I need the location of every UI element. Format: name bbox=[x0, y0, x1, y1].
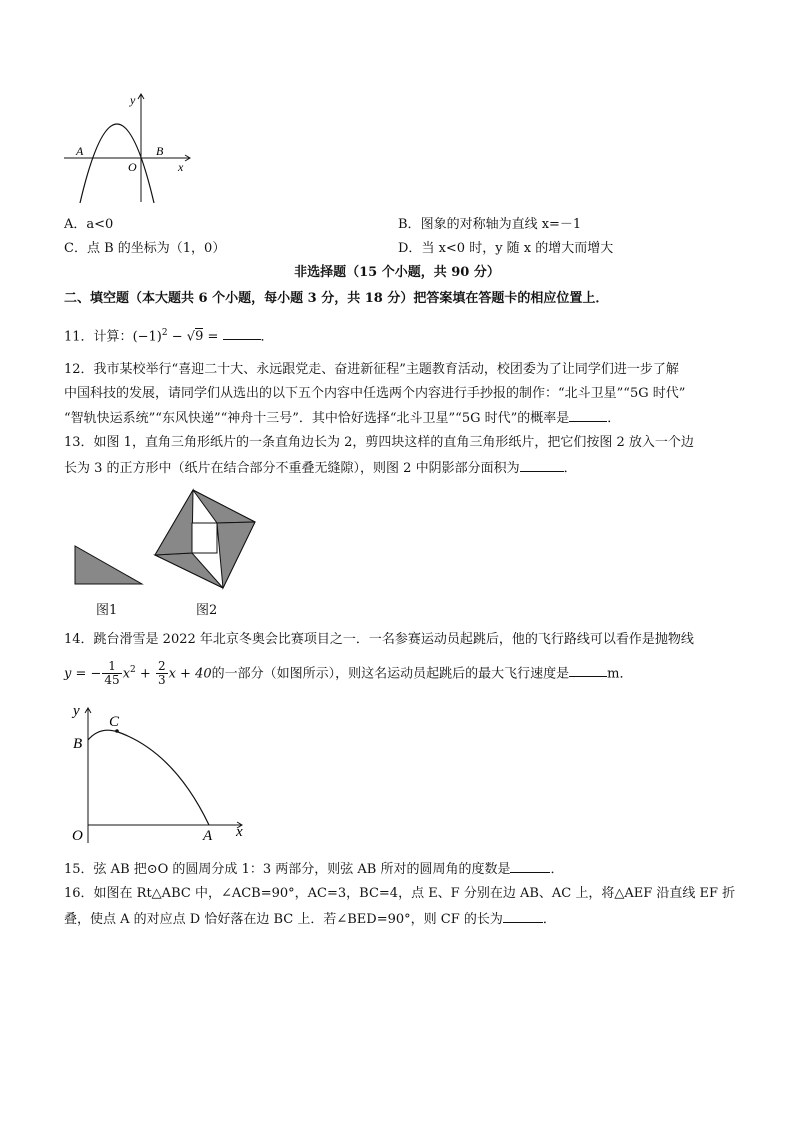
section-header: 非选择题（15 个小题，共 90 分） bbox=[294, 265, 500, 280]
part2-title: 二、填空题（本大题共 6 个小题，每小题 3 分，共 18 分）把答案填在答题卡的相应位置上． bbox=[64, 291, 609, 306]
question-16-line2: 叠，使点 A 的对应点 D 恰好落在边 BC 上．若∠BED=90°，则 CF 的长为 ． bbox=[64, 912, 556, 927]
answer-blank-16[interactable] bbox=[503, 910, 543, 923]
question-12-line2: 中国科技的发展，请同学们从选出的以下五个内容中任选两个内容进行手抄报的制作：“北斗卫星”“5G 时代” bbox=[64, 386, 686, 401]
answer-blank-11[interactable] bbox=[223, 327, 261, 340]
question-16-line1: 16．如图在 Rt△ABC 中，∠ACB=90°，AC=3，BC=4，点 E、F 分别在边 AB、AC 上，将△AEF 沿直线 EF 折 bbox=[64, 886, 736, 901]
answer-blank-14[interactable] bbox=[569, 664, 607, 677]
figure-1-caption: 图1 bbox=[96, 603, 118, 618]
label-C: C bbox=[109, 714, 120, 730]
parabola-curve bbox=[80, 124, 154, 203]
option-d: D．当 x<0 时，y 随 x 的增大而增大 bbox=[398, 241, 614, 256]
answer-blank-15[interactable] bbox=[510, 860, 550, 873]
label-x: x bbox=[236, 824, 243, 840]
question-11: 11．计算：$(-1)^2 - √9$ = ． bbox=[64, 328, 274, 345]
question-12-line1: 12．我市某校举行“喜迎二十大、永远跟党走、奋进新征程”主题教育活动，校团委为了让同学们进一步了解 bbox=[64, 362, 679, 377]
figure-2-caption: 图2 bbox=[196, 603, 218, 618]
figure-2-square bbox=[150, 485, 260, 595]
ski-jump-graph bbox=[66, 700, 250, 846]
label-B: B bbox=[73, 736, 83, 752]
label-O: O bbox=[72, 828, 83, 844]
option-a: A．a<0 bbox=[64, 217, 114, 232]
answer-blank-12[interactable] bbox=[569, 409, 607, 422]
label-A: A bbox=[203, 828, 213, 844]
label-B: B bbox=[156, 144, 164, 158]
label-O: O bbox=[128, 160, 137, 174]
question-14-line2: y = − $\frac{1}{45}$ $x^2$ + $\frac{2}{3}$ x + 40的一部分（如图所示），则这名运动员起跳后的最大飞行速度是 m． bbox=[64, 659, 633, 688]
flight-curve bbox=[88, 730, 209, 825]
label-y: y bbox=[130, 93, 136, 107]
question-14-line1: 14．跳台滑雪是 2022 年北京冬奥会比赛项目之一．一名参赛运动员起跳后，他的飞行路线可以看作是抛物线 bbox=[64, 632, 694, 647]
figure-1-triangle bbox=[72, 543, 146, 587]
option-c: C．点 B 的坐标为（1，0） bbox=[64, 241, 226, 256]
option-b: B．图象的对称轴为直线 x=－1 bbox=[398, 217, 582, 232]
question-12-line3: “智轨快运系统”“东风快递”“神舟十三号”．其中恰好选择“北斗卫星”“5G 时代”的概率是 ． bbox=[64, 411, 621, 426]
question-13-line1: 13．如图 1，直角三角形纸片的一条直角边长为 2，剪四块这样的直角三角形纸片，把它们按图 2 放入一个边 bbox=[64, 435, 694, 450]
label-A: A bbox=[76, 144, 84, 158]
answer-blank-13[interactable] bbox=[520, 459, 564, 472]
label-y: y bbox=[73, 703, 80, 719]
parabola-graph-q10 bbox=[62, 90, 192, 205]
label-x: x bbox=[178, 160, 184, 174]
question-13-line2: 长为 3 的正方形中（纸片在结合部分不重叠无缝隙），则图 2 中阴影部分面积为 ． bbox=[64, 461, 577, 476]
question-15: 15．弦 AB 把⊙O 的圆周分成 1：3 两部分，则弦 AB 所对的圆周角的度数是 ． bbox=[64, 862, 564, 877]
